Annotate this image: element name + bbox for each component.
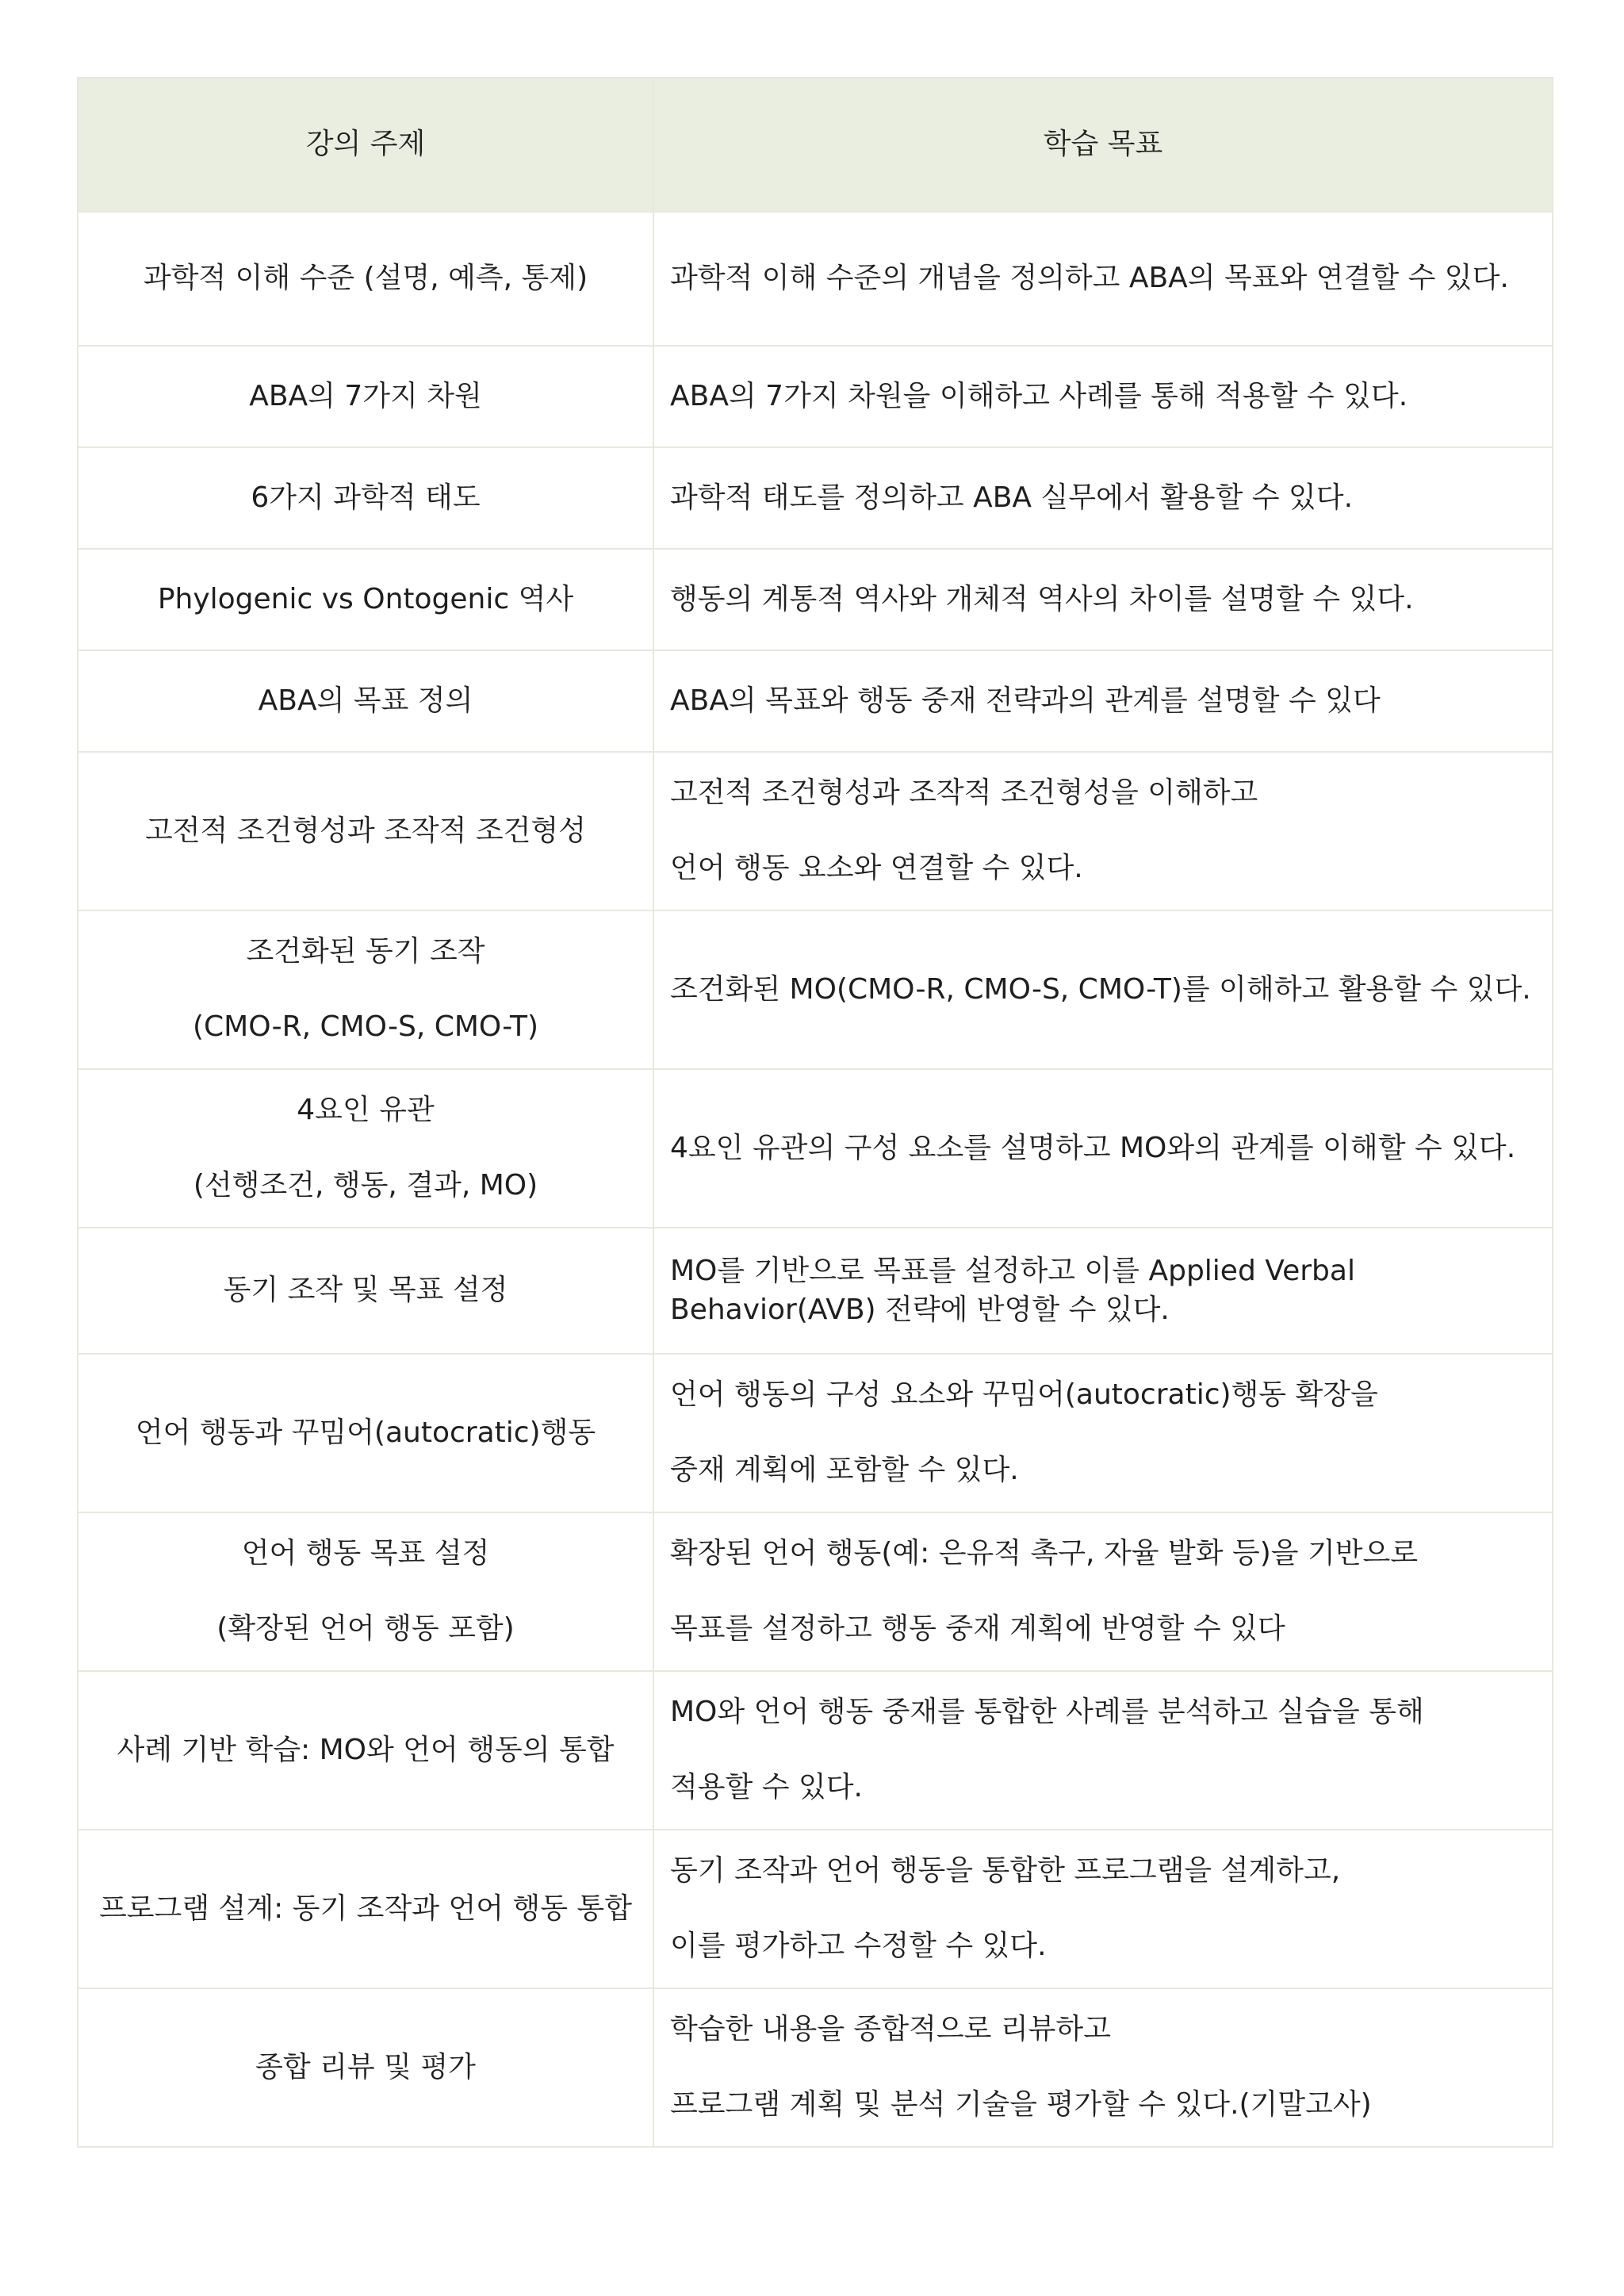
header-goal: 학습 목표: [653, 78, 1553, 212]
goal-cell: [653, 910, 1553, 1069]
goal-line: 확장된 언어 행동(예: 은유적 촉구, 자율 발화 등)을 기반으로: [670, 1537, 1419, 1570]
goal-line: 언어 행동 요소와 연결할 수 있다.: [670, 852, 1083, 884]
topic-line: ABA의 목표 정의: [258, 684, 473, 717]
goal-cell: [653, 752, 1553, 910]
goal-cell: [653, 1228, 1553, 1354]
goal-cell: [653, 212, 1553, 346]
goal-cell: [653, 1354, 1553, 1512]
table-row: [78, 346, 1553, 447]
goal-line: ABA의 목표와 행동 중재 전략과의 관계를 설명할 수 있다: [670, 684, 1381, 717]
table-row: [78, 212, 1553, 346]
topic-line: 사례 기반 학습: MO와 언어 행동의 통합: [117, 1733, 615, 1766]
goal-line: 이를 평가하고 수정할 수 있다.: [670, 1930, 1047, 1962]
goal-line: 4요인 유관의 구성 요소를 설명하고 MO와의 관계를 이해할 수 있다.: [670, 1131, 1516, 1164]
table-row: [78, 1512, 1553, 1671]
table-row: [78, 1671, 1553, 1830]
topic-line: (CMO-R, CMO-S, CMO-T): [193, 1010, 538, 1043]
topic-cell: [78, 1354, 653, 1512]
goal-line: 동기 조작과 언어 행동을 통합한 프로그램을 설계하고,: [670, 1854, 1341, 1888]
syllabus-table: [77, 77, 1553, 2148]
goal-line: MO를 기반으로 목표를 설정하고 이를 Applied Verbal: [670, 1254, 1355, 1287]
topic-cell: [78, 549, 653, 650]
goal-line: MO와 언어 행동 중재를 통합한 사례를 분석하고 실습을 통해: [670, 1696, 1424, 1729]
goal-line: 행동의 계통적 역사와 개체적 역사의 차이를 설명할 수 있다.: [670, 582, 1414, 615]
table-row: [78, 1988, 1553, 2147]
goal-cell: [653, 447, 1553, 549]
topic-line: 조건화된 동기 조작: [246, 935, 485, 968]
goal-line: 적용할 수 있다.: [670, 1771, 863, 1803]
table-header: [78, 78, 1553, 212]
table-body: [78, 212, 1553, 2147]
goal-line: 목표를 설정하고 행동 중재 계획에 반영할 수 있다: [670, 1612, 1285, 1645]
topic-line: Phylogenic vs Ontogenic 역사: [157, 582, 574, 615]
topic-cell: [78, 650, 653, 752]
topic-cell: [78, 752, 653, 910]
table-row: [78, 1069, 1553, 1228]
topic-cell: [78, 346, 653, 447]
goal-cell: [653, 1830, 1553, 1988]
topic-cell: [78, 1228, 653, 1354]
topic-line: 고전적 조건형성과 조작적 조건형성: [145, 814, 586, 847]
topic-line: (선행조건, 행동, 결과, MO): [193, 1169, 538, 1202]
table-row: [78, 1228, 1553, 1354]
goal-line: 학습한 내용을 종합적으로 리뷰하고: [670, 2013, 1111, 2046]
goal-line: 고전적 조건형성과 조작적 조건형성을 이해하고: [670, 776, 1258, 810]
topic-line: 동기 조작 및 목표 설정: [223, 1274, 508, 1307]
goal-line: 과학적 태도를 정의하고 ABA 실무에서 활용할 수 있다.: [670, 481, 1354, 514]
goal-cell: [653, 1512, 1553, 1671]
goal-line: Behavior(AVB) 전략에 반영할 수 있다.: [670, 1293, 1170, 1326]
topic-line: 종합 리뷰 및 평가: [255, 2050, 476, 2083]
goal-line: ABA의 7가지 차원을 이해하고 사례를 통해 적용할 수 있다.: [670, 379, 1408, 412]
topic-cell: [78, 212, 653, 346]
topic-line: 언어 행동 목표 설정: [241, 1537, 490, 1570]
table-row: [78, 910, 1553, 1069]
topic-cell: [78, 1069, 653, 1228]
table-row: [78, 447, 1553, 549]
table-row: [78, 1830, 1553, 1988]
table-row: [78, 650, 1553, 752]
topic-line: (확장된 언어 행동 포함): [216, 1612, 515, 1645]
goal-line: 프로그램 계획 및 분석 기술을 평가할 수 있다.(기말고사): [670, 2088, 1372, 2121]
topic-cell: [78, 1988, 653, 2147]
topic-cell: [78, 910, 653, 1069]
goal-cell: [653, 650, 1553, 752]
header-topic: 강의 주제: [78, 78, 653, 212]
table-row: [78, 752, 1553, 910]
goal-line: 과학적 이해 수준의 개념을 정의하고 ABA의 목표와 연결할 수 있다.: [670, 262, 1509, 295]
goal-cell: [653, 1069, 1553, 1228]
topic-cell: [78, 1671, 653, 1830]
topic-cell: [78, 1830, 653, 1988]
topic-cell: [78, 1512, 653, 1671]
topic-line: 언어 행동과 꾸밈어(autocratic)행동: [135, 1416, 596, 1449]
table-row: [78, 549, 1553, 650]
topic-line: 6가지 과학적 태도: [251, 481, 481, 514]
goal-cell: [653, 549, 1553, 650]
topic-cell: [78, 447, 653, 549]
topic-line: 4요인 유관: [297, 1094, 435, 1127]
goal-line: 조건화된 MO(CMO-R, CMO-S, CMO-T)를 이해하고 활용할 수 있다.: [670, 972, 1531, 1006]
goal-line: 언어 행동의 구성 요소와 꾸밈어(autocratic)행동 확장을: [670, 1378, 1378, 1412]
goal-cell: [653, 1988, 1553, 2147]
table-row: [78, 1354, 1553, 1512]
goal-cell: [653, 346, 1553, 447]
header-row: [78, 78, 1553, 212]
goal-cell: [653, 1671, 1553, 1830]
goal-line: 중재 계획에 포함할 수 있다.: [670, 1454, 1019, 1486]
topic-line: 과학적 이해 수준 (설명, 예측, 통제): [143, 262, 588, 295]
topic-line: 프로그램 설계: 동기 조작과 언어 행동 통합: [99, 1892, 632, 1925]
topic-line: ABA의 7가지 차원: [249, 379, 482, 412]
